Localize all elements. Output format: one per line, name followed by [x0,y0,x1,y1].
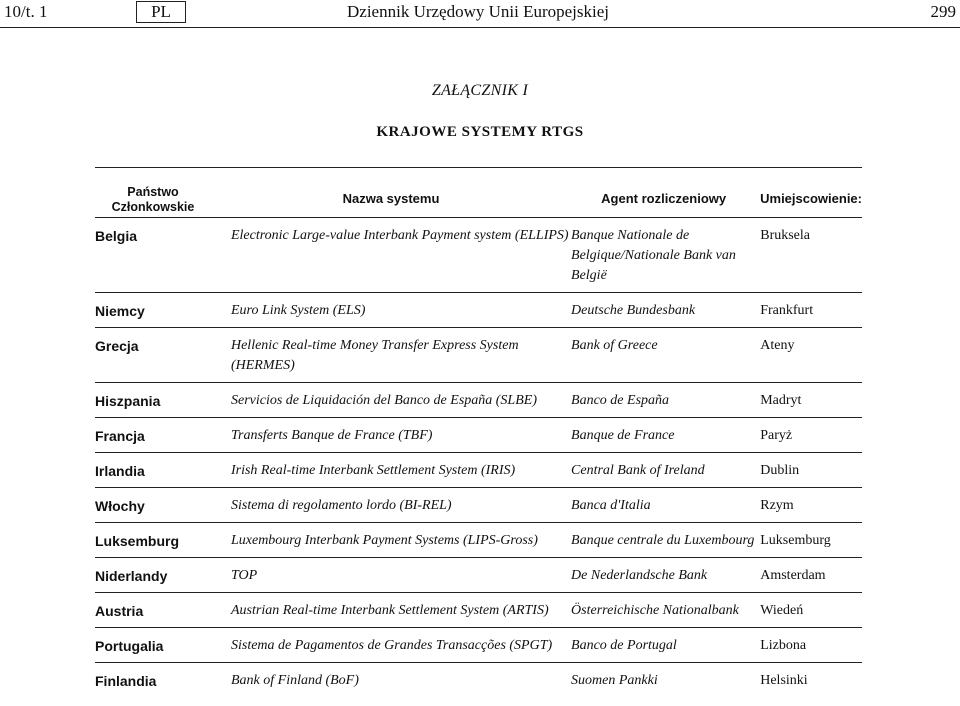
location-cell: Madryt [756,383,862,418]
system-name-cell: Hellenic Real-time Money Transfer Express System (HERMES) [211,328,571,383]
table-row [95,523,862,558]
annex-title: ZAŁĄCZNIK I [431,82,529,99]
country-cell: Niemcy [95,293,211,328]
country-cell: Irlandia [95,453,211,488]
table-row [95,593,862,628]
location-cell: Lizbona [756,628,862,663]
location-cell: Helsinki [756,663,862,698]
journal-title: Dziennik Urzędowy Unii Europejskiej [347,2,610,21]
table-row [95,328,862,383]
table-row [95,418,862,453]
location-cell: Wiedeń [756,593,862,628]
settlement-agent-cell: Banca d'Italia [571,488,756,523]
country-cell: Francja [95,418,211,453]
settlement-agent-cell: Banque centrale du Luxembourg [571,523,756,558]
table-row [95,453,862,488]
language-code-box: PL [136,1,186,23]
system-name-cell: Transferts Banque de France (TBF) [211,418,571,453]
header-rule [0,27,960,28]
page-number: 299 [930,2,956,21]
table-row [95,383,862,418]
country-cell: Austria [95,593,211,628]
location-cell: Frankfurt [756,293,862,328]
country-cell: Finlandia [95,663,211,698]
settlement-agent-cell: Banque Nationale de Belgique/Nationale Bank van België [571,228,736,283]
system-name-cell: Electronic Large-value Interbank Payment system (ELLIPS) [230,228,569,243]
location-cell: Bruksela [760,228,810,243]
settlement-agent-cell: Österreichische Nationalbank [571,593,756,628]
table-row [95,488,862,523]
table-row [95,628,862,663]
country-cell: Portugalia [95,628,211,663]
table-body [95,218,862,698]
settlement-agent-cell: Deutsche Bundesbank [571,293,756,328]
settlement-agent-cell: De Nederlandsche Bank [571,558,756,593]
table-row [95,218,862,293]
system-name-cell: Sistema de Pagamentos de Grandes Transacções (SPGT) [211,628,571,663]
country-cell: Hiszpania [95,383,211,418]
table-header-row [95,168,862,218]
location-cell: Paryż [756,418,862,453]
column-header-system: Nazwa systemu [211,168,571,218]
settlement-agent-cell: Suomen Pankki [571,663,756,698]
system-name-cell: Austrian Real-time Interbank Settlement System (ARTIS) [211,593,571,628]
country-cell: Grecja [95,328,211,383]
section-heading: KRAJOWE SYSTEMY RTGS [376,124,584,140]
country-cell: Niderlandy [95,558,211,593]
settlement-agent-cell: Banco de España [571,383,756,418]
system-name-cell: Irish Real-time Interbank Settlement System (IRIS) [211,453,571,488]
settlement-agent-cell: Banco de Portugal [571,628,756,663]
location-cell: Dublin [756,453,862,488]
settlement-agent-cell: Central Bank of Ireland [571,453,756,488]
system-name-cell: Bank of Finland (BoF) [211,663,571,698]
table-row [95,558,862,593]
system-name-cell: Servicios de Liquidación del Banco de España (SLBE) [211,383,571,418]
location-cell: Rzym [756,488,862,523]
table-row [95,663,862,698]
country-cell: Luksemburg [95,523,211,558]
column-header-country: Państwo Członkowskie [95,168,211,218]
country-cell: Włochy [95,488,211,523]
system-name-cell: TOP [211,558,571,593]
system-name-cell: Euro Link System (ELS) [211,293,571,328]
oj-reference: 10/t. 1 [4,2,48,21]
rtgs-systems-table [95,167,862,697]
table-row [95,293,862,328]
location-cell: Luksemburg [756,523,862,558]
system-name-cell: Sistema di regolamento lordo (BI-REL) [211,488,571,523]
location-cell: Ateny [756,328,862,383]
column-header-agent: Agent rozliczeniowy [571,168,756,218]
system-name-cell: Luxembourg Interbank Payment Systems (LIPS-Gross) [211,523,571,558]
settlement-agent-cell: Bank of Greece [571,328,756,383]
settlement-agent-cell: Banque de France [571,418,756,453]
column-header-location: Umiejscowienie: [756,168,862,218]
page-header [0,0,960,26]
location-cell: Amsterdam [756,558,862,593]
country-cell: Belgia [95,228,138,244]
